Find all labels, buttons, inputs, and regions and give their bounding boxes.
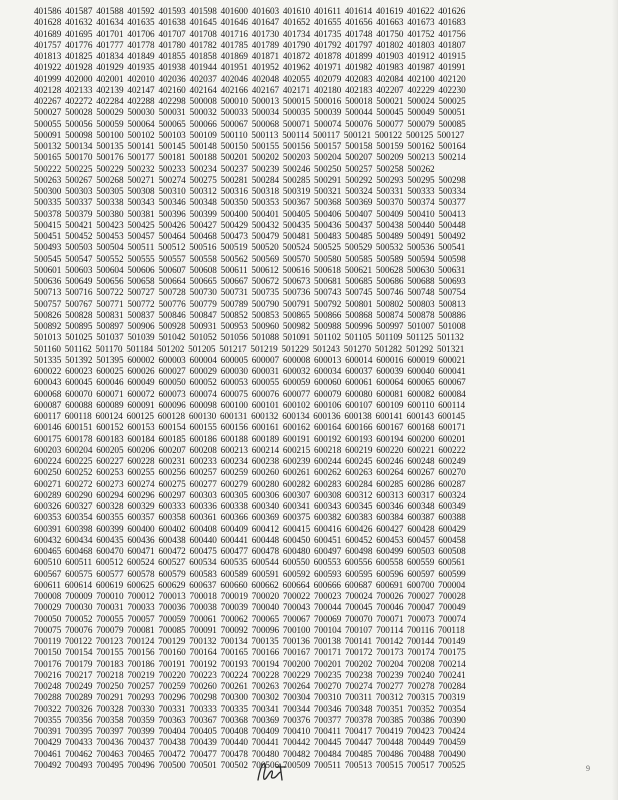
number-row: 600326 600327 600328 600329 600333 600336 600338 600340 600341 600343 600345 600346 600348 600349 xyxy=(34,501,466,511)
number-row: 401628 401632 401634 401635 401638 401645 401646 401647 401652 401655 401656 401663 401673 401683 xyxy=(34,17,466,28)
number-row: 600022 600023 600025 600026 600027 600029 600030 600031 600032 600034 600037 600039 600040 600041 xyxy=(34,366,466,376)
number-row: 700150 700154 700155 700156 700160 700164 700165 700166 700167 700171 700172 700173 700174 700175 xyxy=(34,647,466,658)
number-row: 500300 500303 500305 500308 500310 500312 500316 500318 500319 500321 500324 500331 500333 500334 xyxy=(34,186,466,196)
number-row: 600224 600225 600227 600228 600231 600233 600234 600238 600239 600244 600245 600246 600248 600249 xyxy=(34,456,466,466)
number-row: 600203 600204 600205 600206 600207 600208 600213 600214 600215 600218 600219 600220 600221 600222 xyxy=(34,444,466,455)
number-row: 500757 500767 500771 500772 500776 500779 500789 500790 500791 500792 500801 500802 500803 500813 xyxy=(34,298,466,309)
number-row: 600611 600614 600619 600625 600629 600637 600660 600662 600664 600666 600687 600691 600700 700004 xyxy=(34,579,466,590)
number-row: 700429 700433 700436 700437 700438 700439 700440 700441 700442 700445 700447 700448 700449 700459 xyxy=(34,737,466,748)
number-row: 700492 700493 700495 700496 700500 700501 700502 700506 700509 700511 700513 700515 700517 700525 xyxy=(34,759,466,770)
number-row: 401999 402000 402001 402010 402036 402037 402046 402048 402055 402079 402083 402084 402100 402120 xyxy=(34,73,466,84)
number-row: 500263 500267 500268 500271 500274 500275 500281 500284 500285 500291 500292 500293 500295 500298 xyxy=(34,174,466,185)
number-row: 600117 600118 600124 600125 600128 600130 600131 600132 600134 600136 600138 600141 600143 600145 xyxy=(34,411,466,421)
page-mark: 9 xyxy=(586,764,590,773)
number-row: 600465 600468 600470 600471 600472 600475 600477 600478 600480 600497 600498 600499 600503 600508 xyxy=(34,546,466,556)
number-row: 500493 500503 500504 500511 500512 500516 500519 500520 500524 500525 500529 500532 500536 500541 xyxy=(34,242,466,253)
number-row: 600087 600088 600089 600091 600096 600098 600100 600101 600102 600106 600107 600109 600110 600114 xyxy=(34,399,466,410)
number-row: 402267 402272 402284 402288 402298 500008 500010 500013 500015 500016 500018 500021 500024 500025 xyxy=(34,96,466,106)
number-row: 600271 600272 600273 600274 600275 600277 600279 600280 600282 600283 600284 600285 600286 600287 xyxy=(34,478,466,489)
number-row: 401813 401825 401834 401849 401855 401858 401869 401871 401872 401878 401899 401903 401912 401915 xyxy=(34,51,466,61)
number-row: 500636 500649 500656 500658 500664 500665 500667 500672 500673 500681 500685 500686 500688 500693 xyxy=(34,276,466,286)
number-row: 501160 501162 501170 501184 501202 501205 501217 501219 501229 501243 501270 501282 501292 501321 xyxy=(34,343,465,354)
number-row: 700461 700462 700463 700465 700472 700477 700478 700480 700482 700484 700485 700486 700488 700490 xyxy=(34,748,466,759)
number-row: 500826 500828 500831 500837 500846 500847 500852 500853 500865 500866 500868 500874 500878 500886 xyxy=(34,309,466,320)
number-row: 700008 700009 700010 700012 700013 700018 700019 700020 700022 700023 700024 700026 700027 700028 xyxy=(34,591,466,601)
number-row: 700391 700395 700397 700399 700404 700405 700408 700409 700410 700411 700417 700419 700423 700424 xyxy=(34,726,466,736)
number-row: 500545 500547 500552 500555 500557 500558 500562 500569 500570 500580 500585 500589 500594 500598 xyxy=(34,253,466,264)
number-row: 600250 600252 600253 600255 600256 600257 600259 600260 600261 600262 600263 600264 600267 600270 xyxy=(34,467,466,478)
number-row: 700355 700356 700358 700359 700363 700367 700368 700369 700376 700377 700378 700385 700386 700390 xyxy=(34,714,466,725)
number-row: 700248 700249 700250 700257 700259 700260 700261 700263 700264 700270 700274 700277 700278 700284 xyxy=(34,681,466,691)
number-row: 700176 700179 700183 700186 700191 700192 700193 700194 700200 700201 700202 700204 700208 700214 xyxy=(34,658,466,669)
number-row: 500601 500603 500604 500606 500607 500608 500611 500612 500616 500618 500621 500628 500630 500631 xyxy=(34,264,466,275)
number-row: 500222 500225 500229 500232 500233 500234 500237 500239 500246 500250 500257 500258 500262 xyxy=(34,163,435,174)
number-row: 501013 501025 501037 501039 501042 501052 501056 501088 501091 501102 501105 501109 501125 501132 xyxy=(34,332,464,343)
number-row: 700216 700217 700218 700219 700220 700223 700224 700228 700229 700235 700238 700239 700240 700241 xyxy=(34,669,466,680)
number-row: 600391 600398 600399 600400 600402 600408 600409 600412 600415 600416 600426 600427 600428 600429 xyxy=(34,523,466,534)
number-row: 500378 500379 500380 500381 500396 500399 500400 500401 500405 500406 500407 500409 500410 500413 xyxy=(34,208,466,219)
number-row: 401586 401587 401588 401592 401593 401598 401600 401603 401610 401611 401614 401619 401622 401626 xyxy=(34,6,466,16)
number-row: 501335 501392 501395 600002 600003 600004 600005 600007 600008 600013 600014 600016 600019 600021 xyxy=(34,354,466,365)
number-row: 600353 600354 600355 600357 600358 600361 600366 600369 600375 600382 600383 600384 600387 600388 xyxy=(34,512,466,523)
number-row: 600289 600290 600294 600296 600297 600303 600305 600306 600307 600308 600312 600313 600317 600324 xyxy=(34,489,466,500)
number-row: 700119 700122 700123 700124 700129 700132 700134 700135 700136 700138 700141 700142 700144 700149 xyxy=(34,636,466,646)
number-row: 600146 600151 600152 600153 600154 600155 600156 600161 600162 600164 600166 600167 600168 600171 xyxy=(34,422,466,433)
number-row: 700050 700052 700055 700057 700059 700061 700062 700065 700067 700069 700070 700071 700073 700074 xyxy=(34,613,466,624)
number-row: 500165 500170 500176 500177 500181 500188 500201 500202 500203 500204 500207 500209 500213 500214 xyxy=(34,152,466,163)
number-row: 600068 600070 600071 600072 600073 600074 600075 600076 600077 600079 600080 600081 600082 600084 xyxy=(34,388,466,399)
number-row: 700075 700076 700079 700081 700085 700091 700092 700096 700100 700104 700107 700114 700116 700118 xyxy=(34,624,465,635)
roll-number-list xyxy=(34,6,604,771)
number-row: 500055 500056 500059 500064 500065 500066 500067 500068 500071 500074 500076 500077 500079 500085 xyxy=(34,118,466,129)
number-row: 600567 600575 600577 600578 600579 600583 600589 600591 600592 600593 600595 600596 600597 600599 xyxy=(34,568,466,579)
number-row: 500091 500098 500100 500102 500103 500109 500110 500113 500114 500117 500121 500122 500125 500127 xyxy=(34,129,465,140)
number-row: 700322 700326 700328 700330 700331 700333 700335 700341 700344 700346 700348 700351 700352 700354 xyxy=(34,703,466,714)
number-row: 401689 401695 401701 401706 401707 401708 401716 401730 401734 401735 401748 401750 401752 401756 xyxy=(34,28,466,39)
number-row: 500132 500134 500135 500141 500145 500148 500150 500155 500156 500157 500158 500159 500162 500164 xyxy=(34,141,466,151)
number-row: 600510 600511 600512 600524 600527 600534 600535 600544 600550 600553 600556 600558 600559 600561 xyxy=(34,557,466,568)
number-row: 500415 500421 500423 500425 500426 500427 500429 500432 500435 500436 500437 500438 500440 500448 xyxy=(34,219,466,230)
scan-edge-shade xyxy=(612,0,618,800)
number-row: 500713 500716 500722 500727 500728 500730 500731 500735 500736 500743 500745 500746 500748 500754 xyxy=(34,287,466,298)
number-row: 700288 700289 700291 700293 700296 700298 700300 700302 700304 700310 700311 700312 700315 700319 xyxy=(34,692,466,703)
number-row: 600175 600178 600183 600184 600185 600186 600188 600189 600191 600192 600193 600194 600200 600201 xyxy=(34,433,466,444)
number-row: 401922 401928 401929 401935 401938 401944 401951 401952 401962 401971 401982 401983 401987 401991 xyxy=(34,62,466,73)
number-row: 500892 500895 500897 500906 500928 500931 500953 500960 500982 500988 500996 500997 501007 501008 xyxy=(34,321,466,331)
number-row: 500335 500337 500338 500343 500346 500348 500350 500353 500367 500368 500369 500370 500374 500377 xyxy=(34,197,466,208)
number-row: 500027 500028 500029 500030 500031 500032 500033 500034 500035 500039 500044 500045 500049 500051 xyxy=(34,107,466,118)
number-row: 600432 600434 600435 600436 600438 600440 600441 600448 600450 600451 600452 600453 600457 600458 xyxy=(34,534,466,545)
number-row: 600043 600045 600046 600049 600050 600052 600053 600055 600059 600060 600061 600064 600065 600067 xyxy=(34,377,466,388)
number-row: 500451 500452 500453 500457 500464 500468 500473 500479 500481 500483 500485 500489 500491 500492 xyxy=(34,231,466,241)
handwritten-signature xyxy=(254,758,294,786)
number-row: 401757 401776 401777 401778 401780 401782 401785 401789 401790 401792 401797 401802 401803 401807 xyxy=(34,39,466,50)
number-row: 402128 402133 402139 402147 402160 402164 402166 402167 402171 402180 402183 402207 402229 402230 xyxy=(34,84,466,95)
number-row: 700029 700030 700031 700033 700036 700038 700039 700040 700043 700044 700045 700046 700047 700049 xyxy=(34,602,466,613)
